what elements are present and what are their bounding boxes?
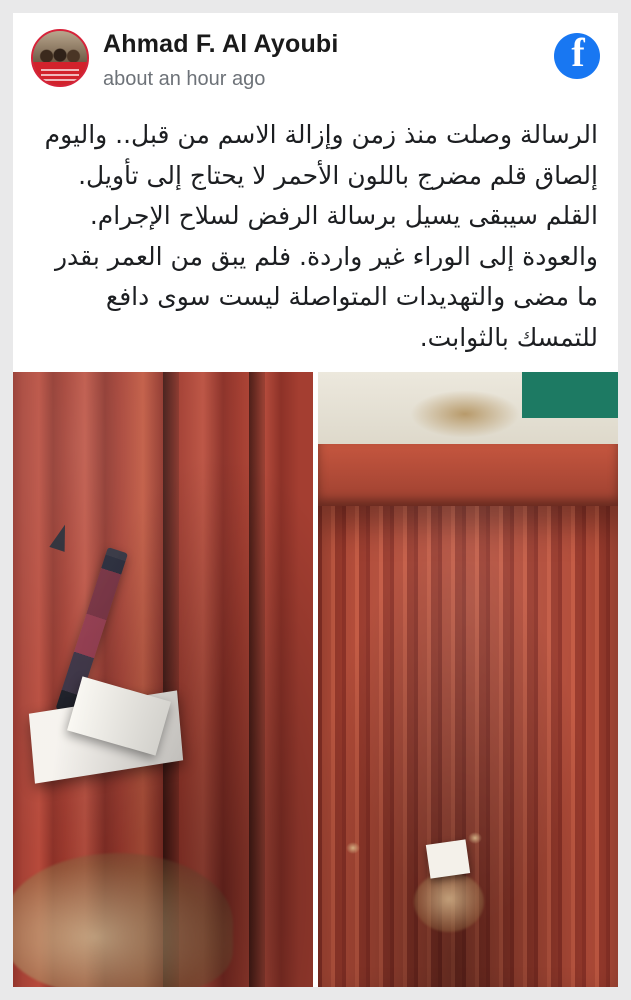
door-seam [163, 372, 179, 987]
post-timestamp[interactable]: about an hour ago [103, 67, 266, 90]
wall-smudge [410, 390, 520, 438]
facebook-icon [554, 30, 600, 79]
door-lintel [318, 444, 618, 506]
white-note-folded [67, 676, 171, 755]
avatar-badge-band [33, 62, 87, 85]
author-name[interactable]: Ahmad F. Al Ayoubi [103, 30, 339, 58]
fabric-bundle [13, 853, 233, 987]
shutter-spot [346, 842, 360, 854]
pen [56, 547, 129, 715]
photo-pen-on-red-door[interactable] [13, 372, 313, 987]
green-panel [522, 372, 618, 418]
photo-shop-shutter[interactable] [318, 372, 618, 987]
white-note [426, 839, 470, 878]
post-header-text [103, 29, 339, 90]
social-post-card [13, 13, 618, 987]
post-text-paragraph-1: الرسالة وصلت منذ زمن وإزالة الاسم من قبل.. واليوم إلصاق قلم مضرج باللون الأحمر لا يحتاج إلى تأويل. [44, 120, 598, 190]
post-photo-grid [13, 372, 618, 987]
facebook-icon-letter: f [571, 30, 585, 75]
post-header [13, 13, 618, 109]
avatar[interactable] [31, 29, 89, 87]
post-body [13, 109, 618, 372]
fabric-bundle [414, 872, 484, 932]
pen-tip [49, 522, 72, 552]
door-seam [249, 372, 265, 987]
post-text-paragraph-2: القلم سيبقى يسيل برسالة الرفض لسلاح الإجرام. والعودة إلى الوراء غير واردة. فلم يبق من العمر بقدر ما مضى والتهديدات المتواصلة ليست سوى دافع للتمسك بالثوابت. [54, 201, 598, 352]
shutter-spot [468, 832, 482, 844]
white-note [29, 690, 183, 783]
